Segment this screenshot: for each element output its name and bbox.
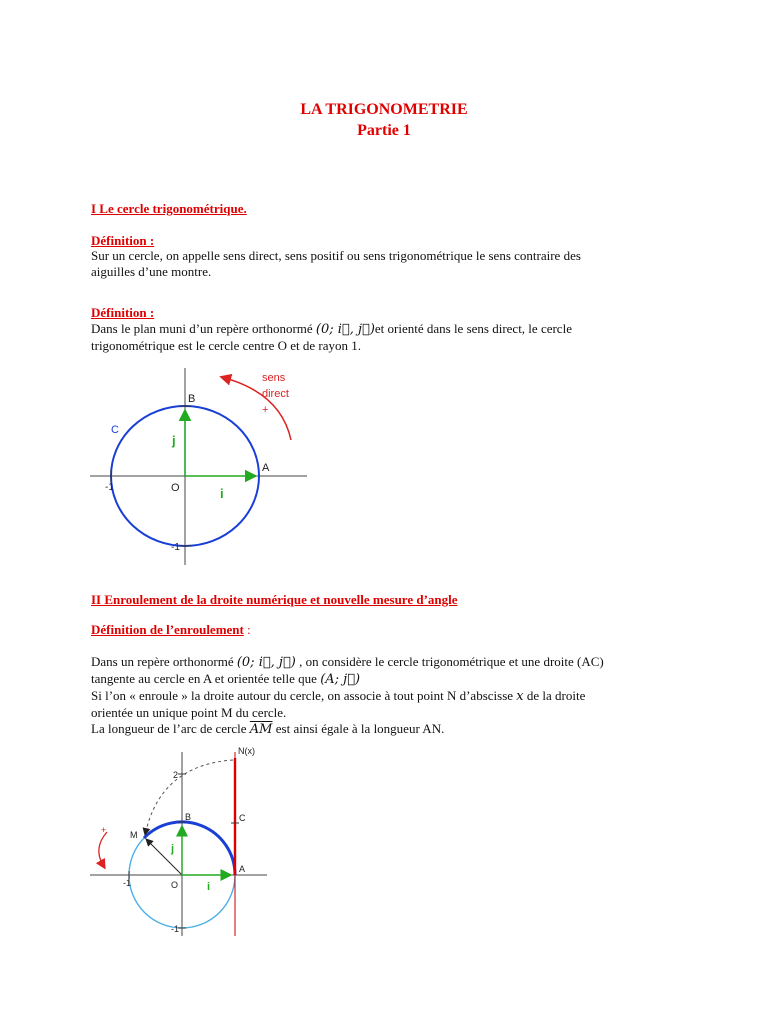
label-b: B: [188, 393, 196, 405]
section2-line1a: Dans un repère orthonormé: [91, 654, 237, 669]
definition-enroulement-heading: [91, 622, 251, 638]
section2-arc-am: $\overline{AM}$: [249, 722, 273, 737]
label-m: M: [130, 830, 138, 840]
section2-line1: [91, 654, 651, 671]
label-i-2: i: [207, 881, 211, 893]
figure-trigonometric-circle: [85, 360, 325, 570]
label-neg1-y-2: -1: [171, 924, 180, 934]
label-neg1-x-2: -1: [123, 878, 132, 888]
doc-subtitle: Partie 1: [357, 122, 411, 139]
definition2-line1: [91, 321, 651, 338]
definition2-math: (0; i⃗, j⃗): [315, 322, 375, 337]
section2-line2: [91, 671, 651, 688]
label-j-2: j: [171, 843, 175, 855]
segment-om: [146, 839, 182, 875]
doc-title: LA TRIGONOMETRIE: [300, 101, 468, 118]
section2-line5: [91, 721, 651, 738]
label-a-2: A: [239, 864, 246, 874]
definition2-line2: trigonométrique est le cercle centre O et de rayon 1.: [91, 337, 361, 353]
label-plus: +: [262, 404, 269, 416]
figure-winding: [85, 740, 285, 940]
label-sens: sens: [262, 372, 286, 384]
definition2-line1a: Dans le plan muni d’un repère orthonormé: [91, 321, 316, 336]
label-j: j: [172, 433, 176, 448]
label-o: O: [171, 482, 180, 494]
definition2-label: Définition :: [91, 305, 155, 320]
section2-heading: II Enroulement de la droite numérique et nouvelle mesure d’angle: [91, 592, 458, 607]
label-i: i: [220, 486, 224, 501]
label-c-2: C: [239, 813, 246, 823]
section2-line5b: est ainsi égale à la longueur AN.: [272, 721, 445, 736]
section2-line1b: , on considère le cercle trigonométrique et une droite (AC): [295, 654, 604, 669]
section2-line3b: de la droite: [523, 688, 586, 703]
direct-sense-arrow-2: [99, 832, 107, 865]
definition2-text: [91, 321, 651, 353]
definition-enroulement-label: Définition de l’enroulement: [91, 622, 244, 637]
wound-arc: [144, 822, 235, 875]
label-direct: direct: [262, 388, 289, 400]
label-n: N(x): [238, 746, 255, 756]
definition2-line1b: et orienté dans le sens direct, le cercle: [374, 321, 572, 336]
label-neg1-y: -1: [171, 542, 180, 553]
section2-line3: [91, 688, 651, 705]
definition1-line2: aiguilles d’une montre.: [91, 263, 212, 279]
label-c: C: [111, 424, 119, 436]
section1-heading: I Le cercle trigonométrique.: [91, 201, 247, 216]
label-neg1-x: -1: [105, 482, 114, 493]
label-a: A: [262, 462, 270, 474]
section2-line3a: Si l’on « enroule » la droite autour du cercle, on associe à tout point N d’abscisse: [91, 688, 517, 703]
label-2: 2: [173, 770, 179, 780]
section2-line4: orientée un unique point M du cercle.: [91, 705, 287, 720]
section2-line1-math: (0; i⃗, j⃗): [236, 655, 296, 670]
section2-line2-math: (A; j⃗): [320, 672, 361, 687]
section2-paragraph: [91, 654, 651, 738]
section2-line3-math: x: [516, 689, 524, 704]
label-plus-2: +: [101, 825, 107, 835]
section2-line5a: La longueur de l’arc de cercle: [91, 721, 250, 736]
definition1-label: Définition :: [91, 233, 155, 248]
definition1-text: [91, 248, 651, 279]
label-b-2: B: [185, 812, 192, 822]
label-o-2: O: [171, 880, 179, 890]
definition-enroulement-colon: :: [243, 622, 251, 637]
definition1-line1: Sur un cercle, on appelle sens direct, sens positif ou sens trigonométrique le sens contraire des: [91, 248, 581, 263]
section2-line2a: tangente au cercle en A et orientée telle que: [91, 671, 321, 686]
